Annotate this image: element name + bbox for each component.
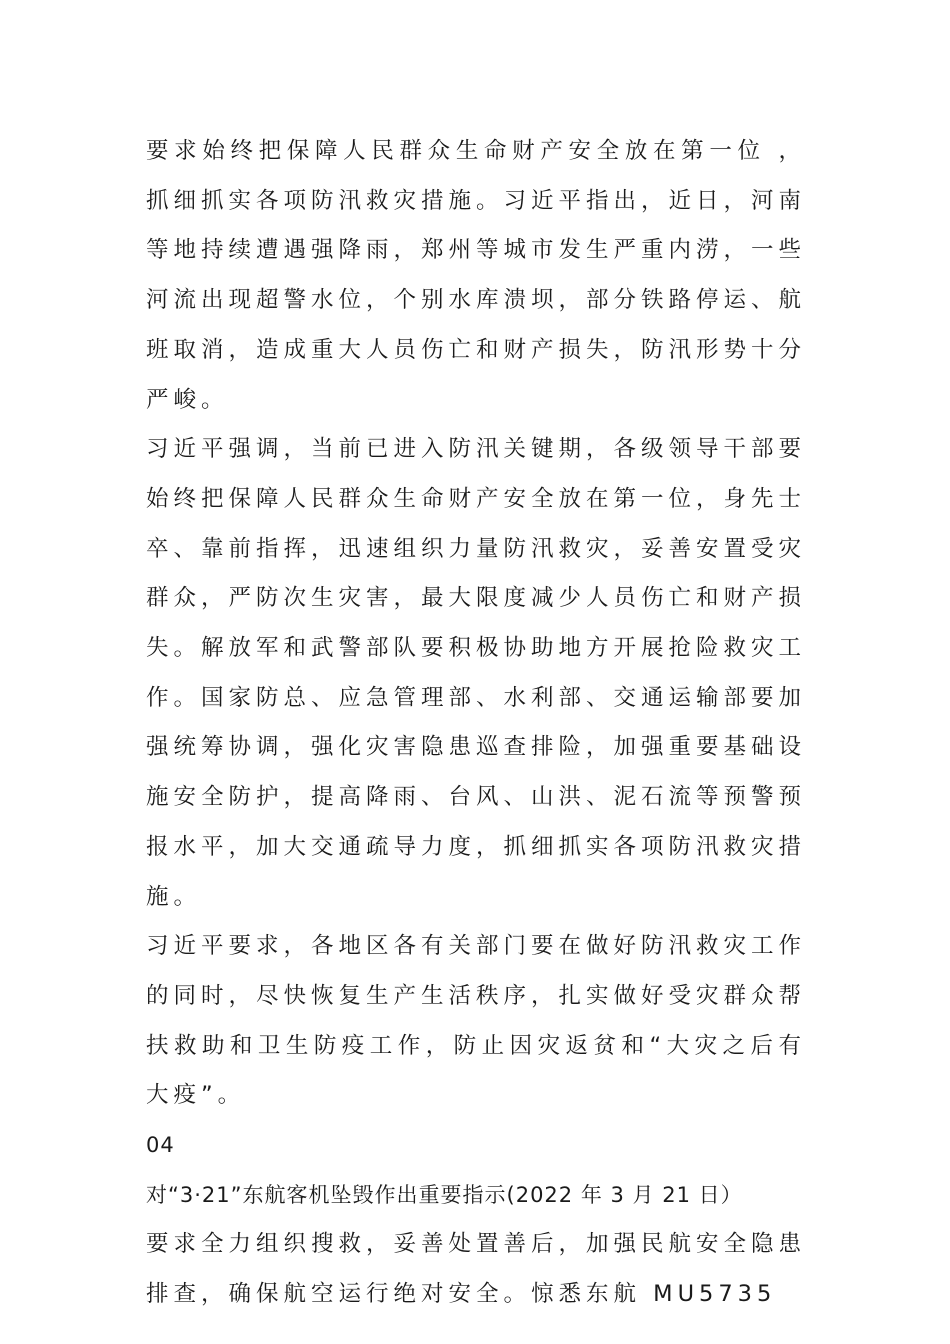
document-body xyxy=(146,127,806,1320)
section-title: 对“3·21”东航客机坠毁作出重要指示(2022 年 3 月 21 日） xyxy=(146,1182,743,1207)
section-number: 04 xyxy=(146,1133,175,1158)
paragraph-flood-measures: 要求始终把保障人民群众生命财产安全放在第一位 ，抓细抓实各项防汛救灾措施。习近平指出，近日，河南等地持续遭遇强降雨，郑州等城市发生严重内涝，一些河流出现超警水位，个别水库溃坝，部分铁路停运、航班取消，造成重大人员伤亡和财产损失，防汛形势十分严峻。 xyxy=(146,138,807,413)
paragraph-flood-emphasis: 习近平强调，当前已进入防汛关键期，各级领导干部要始终把保障人民群众生命财产安全放在第一位，身先士卒、靠前指挥，迅速组织力量防汛救灾，妥善安置受灾群众，严防次生灾害，最大限度减少人员伤亡和财产损失。解放军和武警部队要积极协助地方开展抢险救灾工作。国家防总、应急管理部、水利部、交通运输部要加强统筹协调，强化灾害隐患巡查排险，加强重要基础设施安全防护，提高降雨、台风、山洪、泥石流等预警预报水平，加大交通疏导力度，抓细抓实各项防汛救灾措施。 xyxy=(146,436,807,910)
paragraph-flood-recovery: 习近平要求，各地区各有关部门要在做好防汛救灾工作的同时，尽快恢复生产生活秩序，扎实做好受灾群众帮扶救助和卫生防疫工作，防止因灾返贫和“大灾之后有大疫”。 xyxy=(146,933,807,1109)
paragraph-air-crash: 要求全力组织搜救，妥善处置善后，加强民航安全隐患排查，确保航空运行绝对安全。惊悉东航 MU5735 xyxy=(146,1231,807,1308)
